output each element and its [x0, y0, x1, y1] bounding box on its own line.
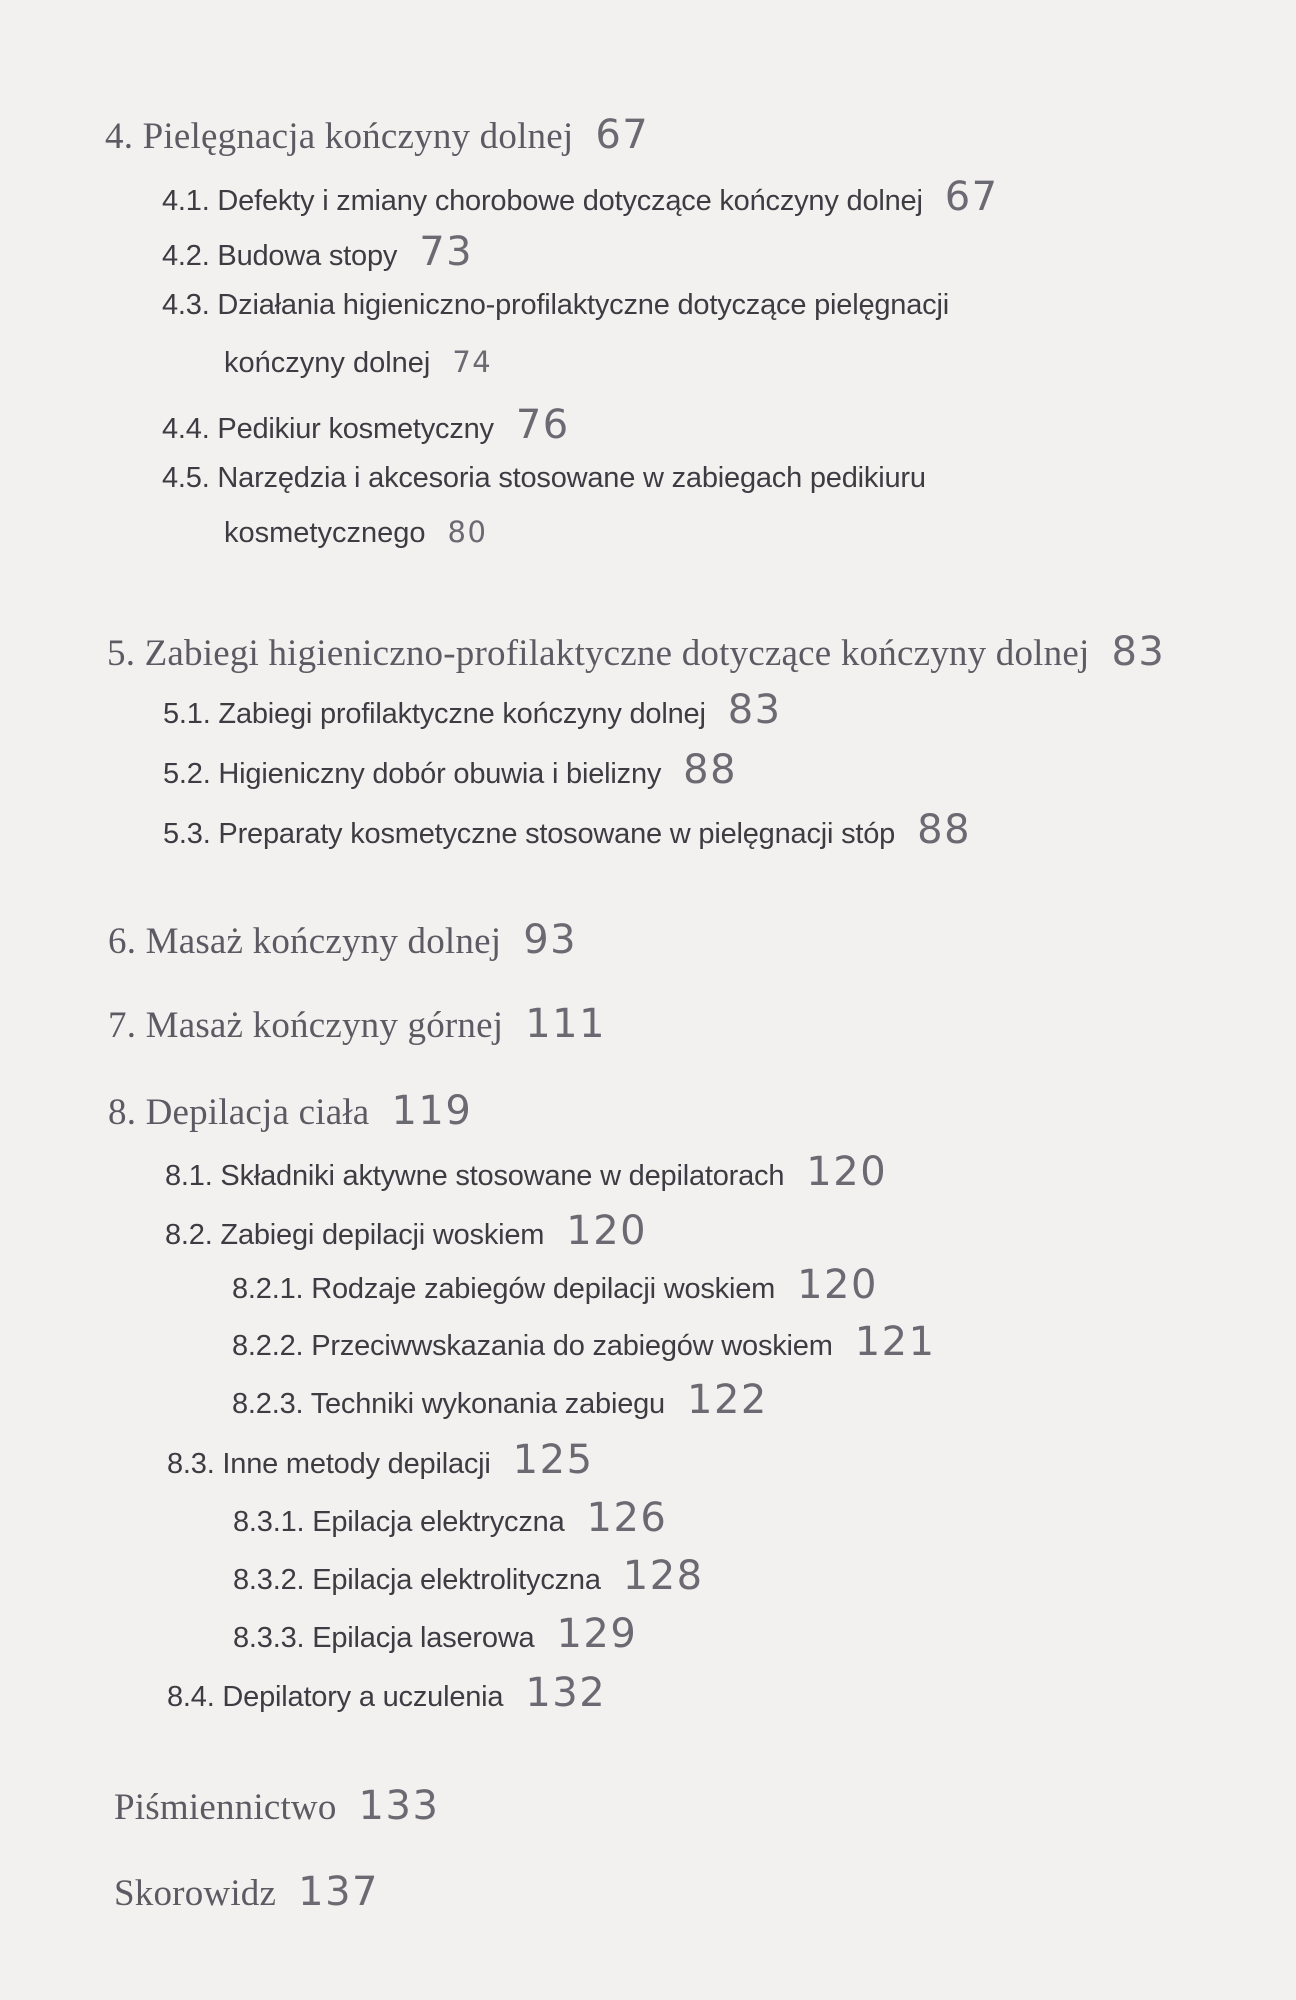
toc-chapter-7[interactable] — [108, 1001, 607, 1047]
toc-page-number: 83 — [1111, 629, 1166, 675]
toc-title: 8.2.2. Przeciwwskazania do zabiegów woskiem — [232, 1330, 833, 1362]
toc-title: 5. Zabiegi higieniczno-profilaktyczne dotyczące kończyny dolnej — [107, 633, 1090, 674]
toc-title: 8.3.1. Epilacja elektryczna — [233, 1506, 565, 1538]
toc-page-number: 125 — [512, 1437, 594, 1483]
toc-subsection-8-3-2[interactable] — [233, 1553, 704, 1599]
toc-page-number: 80 — [447, 515, 488, 549]
toc-section-8-3[interactable] — [167, 1437, 594, 1483]
toc-page-number: 132 — [525, 1670, 607, 1716]
toc-title: Piśmiennictwo — [114, 1787, 337, 1828]
toc-title: 8.2.1. Rodzaje zabiegów depilacji woskiem — [232, 1273, 776, 1305]
toc-section-8-4[interactable] — [167, 1670, 607, 1716]
toc-chapter-4[interactable] — [105, 112, 650, 158]
toc-bibliography[interactable] — [114, 1783, 440, 1829]
toc-page-number: 111 — [525, 1001, 607, 1047]
toc-title: 5.1. Zabiegi profilaktyczne kończyny dolnej — [163, 698, 706, 730]
toc-page-number: 83 — [727, 687, 782, 733]
toc-section-5-1[interactable] — [163, 687, 782, 733]
toc-section-4-4[interactable] — [162, 402, 570, 448]
toc-page-number: 126 — [586, 1495, 668, 1541]
toc-page-number: 121 — [854, 1319, 936, 1365]
toc-section-4-3[interactable] — [162, 291, 949, 320]
toc-title: 4.4. Pedikiur kosmetyczny — [162, 413, 494, 445]
toc-subsection-8-3-3[interactable] — [233, 1611, 638, 1657]
toc-subsection-8-2-2[interactable] — [232, 1319, 936, 1365]
toc-page-number: 137 — [298, 1869, 379, 1915]
toc-chapter-8[interactable] — [108, 1088, 473, 1134]
toc-page-number: 67 — [944, 174, 999, 220]
toc-page-number: 73 — [419, 229, 474, 275]
toc-section-4-5-continuation[interactable] — [224, 515, 488, 549]
toc-subsection-8-3-1[interactable] — [233, 1495, 668, 1541]
toc-section-5-2[interactable] — [163, 747, 738, 793]
toc-section-4-3-continuation[interactable] — [224, 345, 493, 379]
toc-title: 4.1. Defekty i zmiany chorobowe dotyczące kończyny dolnej — [162, 185, 923, 217]
toc-page-number: 133 — [358, 1783, 440, 1829]
toc-subsection-8-2-1[interactable] — [232, 1262, 878, 1308]
toc-section-4-1[interactable] — [162, 174, 999, 220]
toc-page-number: 122 — [687, 1377, 768, 1423]
toc-page-number: 120 — [797, 1262, 878, 1308]
toc-title: 7. Masaż kończyny górnej — [108, 1005, 504, 1046]
toc-page-number: 93 — [523, 917, 578, 963]
toc-section-5-3[interactable] — [163, 807, 972, 853]
toc-title: 4.2. Budowa stopy — [162, 240, 398, 272]
toc-page-number: 88 — [917, 807, 972, 853]
toc-subsection-8-2-3[interactable] — [232, 1377, 768, 1423]
toc-title: 8. Depilacja ciała — [108, 1092, 370, 1133]
toc-title: 4.3. Działania higieniczno-profilaktyczne dotyczące pielęgnacji — [162, 289, 949, 321]
toc-section-4-5[interactable] — [162, 464, 926, 493]
toc-page-number: 88 — [683, 747, 738, 793]
toc-title: 8.4. Depilatory a uczulenia — [167, 1681, 504, 1713]
toc-title: 8.3.2. Epilacja elektrolityczna — [233, 1564, 601, 1596]
toc-title: 8.2.3. Techniki wykonania zabiegu — [232, 1388, 665, 1420]
toc-title-continuation: kończyny dolnej — [224, 347, 431, 379]
toc-page-number: 120 — [806, 1149, 888, 1195]
toc-page-number: 129 — [556, 1611, 638, 1657]
toc-title: 8.2. Zabiegi depilacji woskiem — [165, 1219, 545, 1251]
toc-title: Skorowidz — [114, 1873, 277, 1914]
toc-page-number: 119 — [391, 1088, 473, 1134]
toc-page-number: 128 — [622, 1553, 704, 1599]
toc-section-4-2[interactable] — [162, 229, 474, 275]
toc-title: 8.3. Inne metody depilacji — [167, 1448, 491, 1480]
toc-page-number: 76 — [515, 402, 570, 448]
toc-chapter-5[interactable] — [107, 629, 1166, 675]
toc-title: 8.3.3. Epilacja laserowa — [233, 1622, 535, 1654]
toc-section-8-1[interactable] — [165, 1149, 888, 1195]
toc-title: 4.5. Narzędzia i akcesoria stosowane w zabiegach pedikiuru — [162, 462, 926, 494]
toc-title: 8.1. Składniki aktywne stosowane w depilatorach — [165, 1160, 785, 1192]
toc-title-continuation: kosmetycznego — [224, 517, 426, 549]
toc-index[interactable] — [114, 1869, 379, 1915]
toc-chapter-6[interactable] — [108, 917, 578, 963]
toc-title: 4. Pielęgnacja kończyny dolnej — [105, 116, 574, 157]
toc-page-number: 74 — [452, 345, 493, 379]
toc-title: 6. Masaż kończyny dolnej — [108, 921, 502, 962]
toc-page-number: 120 — [566, 1208, 648, 1254]
toc-title: 5.3. Preparaty kosmetyczne stosowane w pielęgnacji stóp — [163, 818, 896, 850]
toc-title: 5.2. Higieniczny dobór obuwia i bielizny — [163, 758, 662, 790]
toc-section-8-2[interactable] — [165, 1208, 648, 1254]
toc-page-number: 67 — [595, 112, 650, 158]
